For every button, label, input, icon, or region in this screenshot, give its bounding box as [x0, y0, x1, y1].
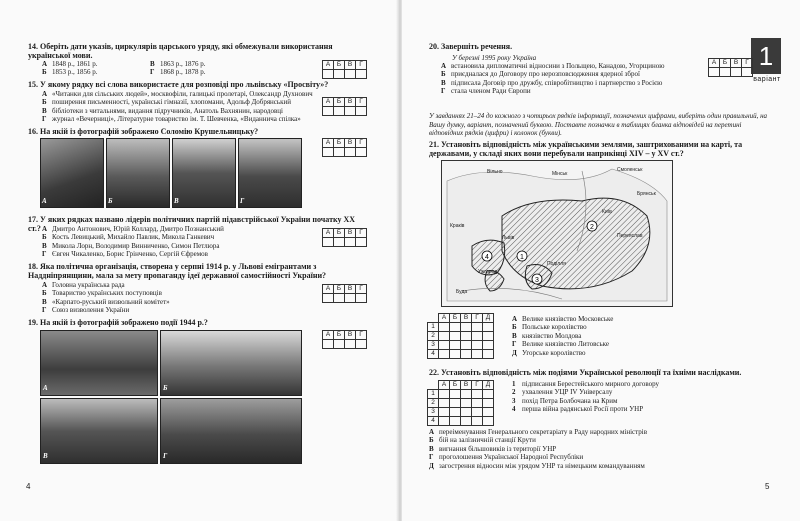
q20-option-b: Б приєдналася до Договору про нерозповсюдження ядерної зброї [441, 70, 640, 79]
q22-options [429, 428, 759, 470]
q18-options [42, 281, 302, 315]
q21-option-b: Б Польське королівство [512, 323, 587, 332]
q21-map [441, 160, 673, 307]
q19-photo-label-b: Б [163, 384, 168, 392]
q15-option-a: А «Читанки для сільських людей», москвофіли, галицькі пролетарі, Олександр Духнович [42, 90, 313, 98]
q22-option-e: Д загострення відносин між урядом УНР та німецьким командуванням [429, 461, 645, 470]
variant-number-badge: 1 [751, 38, 781, 74]
svg-text:1: 1 [520, 254, 524, 261]
map-label-krakiv: Краків [450, 223, 465, 229]
map-label-kyiv: Київ [602, 209, 612, 215]
q19-photo-c [40, 398, 158, 464]
q22-event-1: 1 підписання Берестейського мирного договору [512, 380, 660, 388]
map-label-vilno: Вільно [487, 169, 503, 175]
question-14: 14. Оберіть дати указів, циркулярів царського уряду, які обмежували використання української мови. [28, 42, 333, 60]
q16-photo-label-d: Г [240, 197, 245, 205]
map-label-buda: Буда [456, 289, 468, 295]
q18-option-c: В «Карпато-руський визвольний комітет» [42, 297, 170, 306]
q19-photo-label-a: А [43, 384, 48, 392]
q18-option-b: Б Товариство українських поступовців [42, 289, 162, 298]
q14-option-b: Б 1853 р., 1856 р. [42, 68, 98, 77]
q16-photo-c [172, 138, 236, 208]
question-22: 22. Установіть відповідність між подіями Української революції та їхніми наслідками. [429, 368, 742, 377]
q19-answer-grid[interactable]: А Б В Г [322, 330, 367, 349]
svg-text:3: 3 [535, 277, 539, 284]
q22-event-3: 3 похід Петра Болбочана на Крим [512, 396, 618, 405]
map-label-smolensk: Смоленськ [617, 167, 643, 173]
q14-option-d: Г 1868 р., 1878 р. [150, 68, 206, 77]
q21-option-e: Д Угорське королівство [512, 348, 586, 357]
q21-options [512, 315, 712, 357]
q16-photo-label-b: Б [108, 197, 113, 205]
q22-option-a: А переіменування Генерального секретаріату в Раду народних міністрів [429, 428, 648, 436]
map-label-briansk: Брянськ [637, 191, 656, 197]
q17-answer-grid[interactable]: А Б В Г [322, 228, 367, 247]
q15-answer-grid[interactable]: А Б В Г [322, 97, 367, 116]
map-label-uzhhorod: Ужгород [478, 269, 498, 275]
q22-event-4: 4 перша війна радянської Росії проти УНР [512, 405, 644, 414]
q17-option-d: Г Євген Чикаленко, Борис Грінченко, Сергій Єфремов [42, 250, 208, 259]
q22-event-2: 2 ухвалення УЦР IV Універсалу [512, 388, 613, 397]
question-15: 15. У якому рядку всі слова використаєте для розповіді про львівську «Просвіту»? [28, 80, 329, 89]
q21-option-c: В князівство Молдова [512, 331, 582, 340]
q14-options-col1 [42, 60, 142, 77]
q14-option-a: А 1848 р., 1861 р. [42, 60, 98, 68]
instruction-21-24: У завданнях 21–24 до кожного з чотирьох рядків інформації, позначених цифрами, виберіть один правильний, на Вашу думку, варіант, позначений буквою. Поставте позначки в таблицях бланка відповідей на перетині відповідних рядків (цифри) і колонок (букви). [429, 112, 768, 137]
page-number-left: 4 [26, 482, 31, 491]
q19-photo-label-d: Г [163, 452, 168, 460]
q22-option-d: Г проголошення Української Народної Республіки [429, 453, 584, 462]
q18-option-a: А Головна українська рада [42, 281, 125, 289]
question-18: 18. Яка політична організація, створена у серпні 1914 р. у Львові емігрантами з Наддніпрянщини, мала за мету пропаганду ідеї державної самостійності України? [28, 262, 327, 280]
q20-stem: У березні 1995 року Україна [452, 54, 537, 62]
q17-option-a: А Дмитро Антонович, Юрій Коллард, Дмитро Познанський [42, 225, 224, 233]
q18-option-d: Г Союз визволення України [42, 306, 130, 315]
q20-option-c: В підписала Договір про дружбу, співробітництво і партнерство з Росією [441, 78, 663, 87]
map-label-minsk: Мінськ [552, 171, 568, 177]
q16-photo-label-a: А [42, 197, 47, 205]
svg-text:2: 2 [590, 224, 594, 231]
q19-photo-d [160, 398, 302, 464]
question-19: 19. На якій із фотографій зображено події 1944 р.? [28, 318, 208, 327]
q15-option-c: В бібліотеки з читальнями, видання підручників, Анатоль Вахнянин, народовці [42, 106, 283, 115]
q16-photo-b [106, 138, 170, 208]
q14-answer-grid[interactable]: А Б В Г [322, 60, 367, 79]
q16-answer-grid[interactable]: А Б В Г [322, 138, 367, 157]
map-label-lviv: Львів [502, 235, 515, 241]
q18-answer-grid[interactable]: А Б В Г [322, 284, 367, 303]
q22-events [512, 380, 752, 414]
q15-option-d: Г журнал «Вечерниці», Літературне товариство ім. Т. Шевченка, «Виданнича спілка» [42, 115, 301, 124]
q20-option-a: А встановила дипломатичні відносини з Польщею, Канадою, Угорщиною [441, 62, 665, 70]
q16-photo-a [40, 138, 104, 208]
left-page [0, 0, 398, 521]
q14-options-col2 [150, 60, 250, 77]
question-17: 17. У яких рядках названо лідерів політичних партій підавстрійської України початку XX ст.? [28, 215, 356, 233]
q16-photo-label-c: В [174, 197, 179, 205]
map-label-podillia: Поділля [547, 261, 566, 267]
q17-option-c: В Микола Лорн, Володимир Винниченко, Симон Петлюра [42, 241, 220, 250]
question-16: 16. На якій із фотографій зображено Соломію Крушельницьку? [28, 127, 259, 136]
variant-label: варіант [753, 76, 781, 83]
svg-text:4: 4 [485, 254, 489, 261]
q21-option-d: Г Велике князівство Литовське [512, 340, 609, 349]
q15-option-b: Б поширення письменності, українські гімназії, хлопомани, Адольф Добрянський [42, 98, 291, 107]
q22-answer-grid[interactable]: А Б В Г Д 1 2 3 4 [427, 380, 494, 426]
page-number-right: 5 [765, 482, 770, 491]
q17-option-b: Б Кость Левицький, Михайло Павлик, Микола Ганкевич [42, 233, 215, 242]
q19-photo-b [160, 330, 302, 396]
q21-answer-grid[interactable]: А Б В Г Д 1 2 3 4 [427, 313, 494, 359]
map-label-pereiaslav: Переяслав [617, 233, 643, 239]
q20-option-d: Г стала членом Ради Європи [441, 87, 531, 96]
q21-option-a: А Велике князівство Московське [512, 315, 614, 323]
q19-photo-label-c: В [43, 452, 48, 460]
q20-options [441, 62, 711, 96]
q16-photo-d [238, 138, 302, 208]
q19-photo-a [40, 330, 158, 396]
q22-option-b: Б бій на залізничній станції Крути [429, 436, 536, 445]
q17-options [42, 225, 322, 259]
q14-option-c: В 1863 р., 1876 р. [150, 60, 206, 68]
q15-options [42, 90, 332, 124]
q22-option-c: В вигнання більшовиків із території УНР [429, 444, 557, 453]
question-21: 21. Установіть відповідність між українськими землями, заштрихованими на карті, та державами, у складі яких вони перебували наприкінці XIV – у XV ст.? [429, 140, 743, 158]
q20-answer-grid[interactable]: А Б В Г [708, 58, 753, 77]
question-20: 20. Завершіть речення. [429, 42, 513, 51]
